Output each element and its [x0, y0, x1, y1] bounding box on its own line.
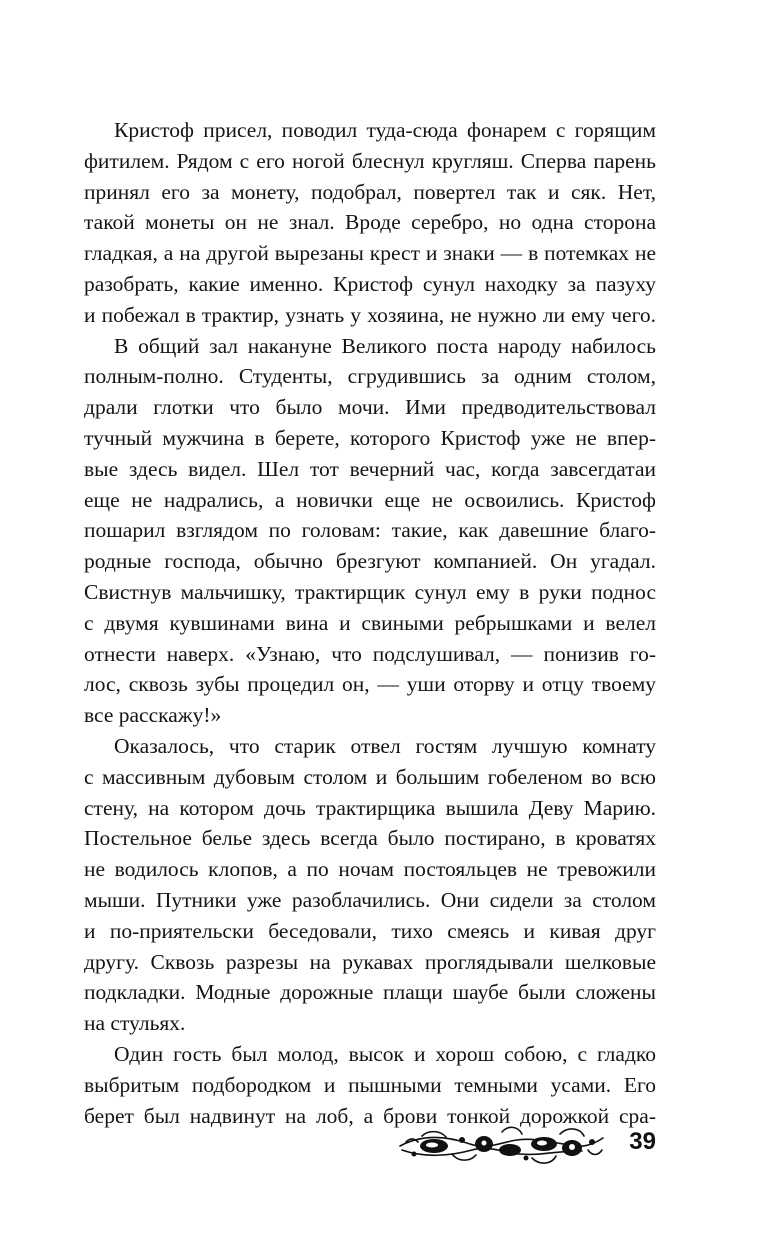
text-line: гладкая, а на другой вырезаны крест и знаки — в потемках не: [84, 241, 656, 266]
text-line: Один гость был молод, высок и хорош собою, с гладко: [114, 1041, 656, 1066]
text-line: на стульях.: [84, 1011, 186, 1036]
text-line: не водилось клопов, а по ночам постояльцев не тревожили: [84, 857, 656, 882]
text-line: Постельное белье здесь всегда было постирано, в кроватях: [84, 826, 656, 851]
text-line: Оказалось, что старик отвел гостям лучшую комнату: [114, 733, 656, 758]
text-line: выбритым подбородком и пышными темными усами. Его: [84, 1072, 656, 1097]
text-line: и побежал в трактир, узнать у хозяина, не нужно ли ему чего.: [84, 302, 656, 327]
text-line: полным-полно. Студенты, сгрудившись за одним столом,: [84, 364, 656, 389]
text-line: драли глотки что было мочи. Ими предводительствовал: [84, 395, 656, 420]
text-line: такой монеты он не знал. Вроде серебро, но одна сторона: [84, 210, 656, 235]
text-line: лос, сквозь зубы процедил он, — уши оторву и отцу твоему: [84, 672, 656, 697]
text-line: Свистнув мальчишку, трактирщик сунул ему в руки поднос: [84, 579, 656, 604]
text-line: принял его за монету, подобрал, повертел так и сяк. Нет,: [84, 179, 656, 204]
text-line: тучный мужчина в берете, которого Кристоф уже не впер-: [84, 425, 656, 450]
text-line: другу. Сквозь разрезы на рукавах проглядывали шелковые: [84, 949, 656, 974]
text-line: разобрать, какие именно. Кристоф сунул находку за пазуху: [84, 271, 656, 296]
text-line: все расскажу!»: [84, 703, 222, 728]
page-number: 39: [629, 1128, 656, 1155]
text-line: и по-приятельски беседовали, тихо смеясь и кивая друг: [84, 918, 656, 943]
text-line: отнести наверх. «Узнаю, что подслушивал, — понизив го-: [84, 641, 656, 666]
text-line: В общий зал накануне Великого поста народу набилось: [114, 333, 656, 358]
text-line: Кристоф присел, поводил туда-сюда фонарем с горящим: [114, 118, 656, 142]
text-line: с массивным дубовым столом и большим гобеленом во всю: [84, 764, 656, 789]
text-line: вые здесь видел. Шел тот вечерний час, когда завсегдатаи: [84, 456, 656, 481]
body-text: [84, 115, 656, 1131]
text-line: пошарил взглядом по головам: такие, как давешние благо-: [84, 518, 656, 543]
page-footer: [392, 1120, 662, 1176]
text-line: мыши. Путники уже разоблачились. Они сидели за столом: [84, 887, 656, 912]
text-line: еще не надрались, а новички еще не освоились. Кристоф: [84, 487, 656, 512]
text-line: с двумя кувшинами вина и свиными ребрышками и велел: [84, 610, 656, 635]
decorative-vignette-icon: [392, 1120, 607, 1172]
text-line: фитилем. Рядом с его ногой блеснул кругляш. Сперва парень: [84, 148, 656, 173]
text-line: стену, на котором дочь трактирщика вышила Деву Марию.: [84, 795, 656, 820]
text-line: берет был надвинут на лоб, а брови тонкой дорожкой сра-: [84, 1103, 656, 1128]
text-line: подкладки. Модные дорожные плащи шаубе были сложены: [84, 980, 656, 1005]
text-line: родные господа, обычно брезгуют компанией. Он угадал.: [84, 549, 656, 574]
